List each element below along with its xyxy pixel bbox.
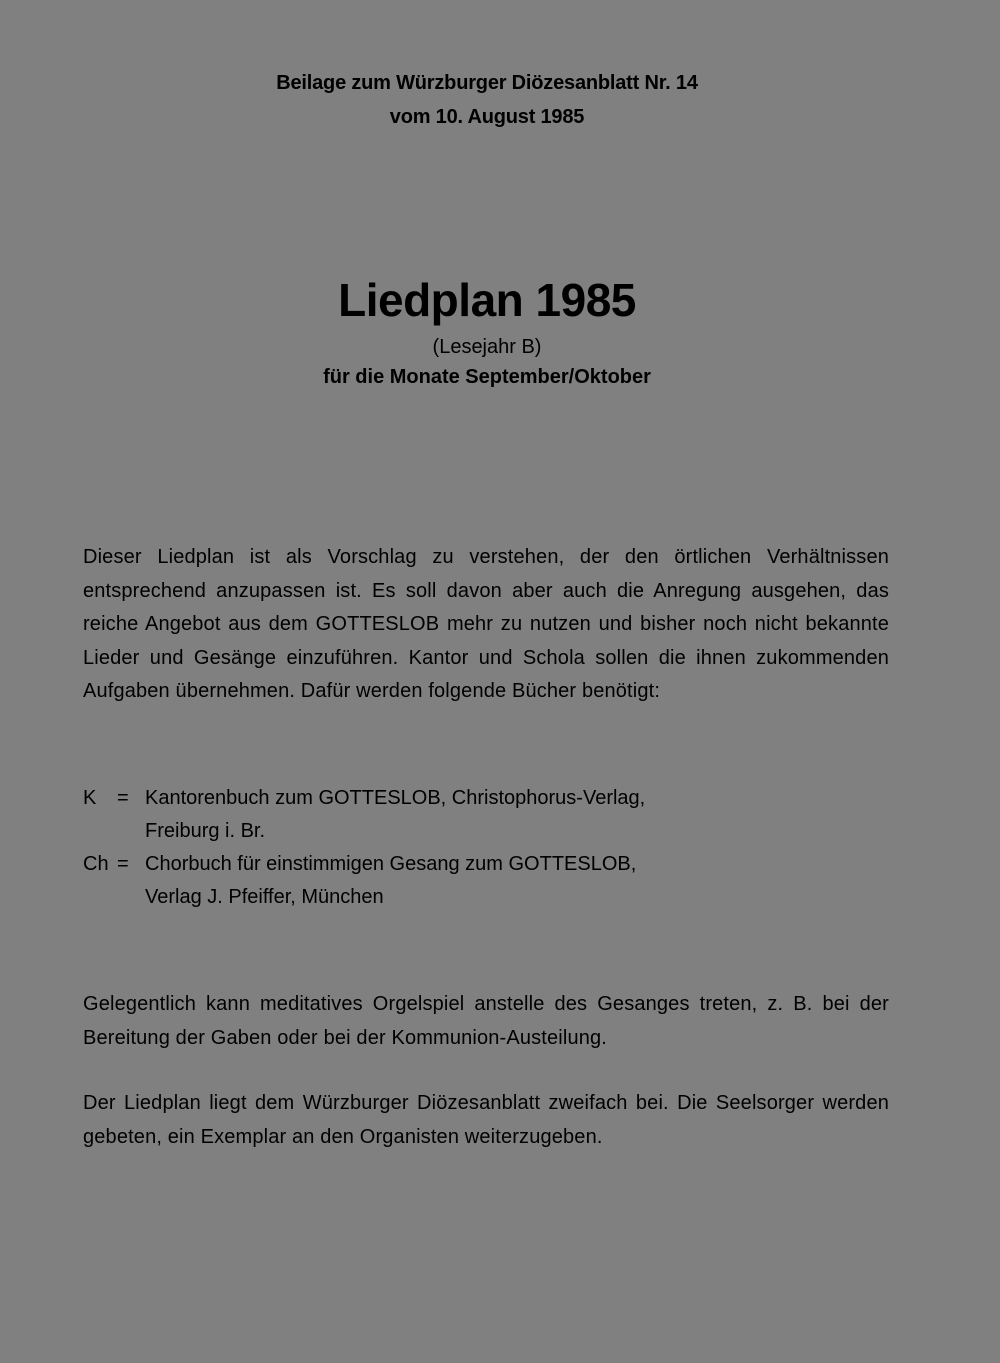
abbreviation-definition (145, 782, 783, 848)
abbreviation-definition-line: Verlag J. Pfeiffer, München (145, 886, 384, 908)
distribution-note-paragraph: Der Liedplan liegt dem Würzburger Diözesanblatt zweifach bei. Die Seelsorger werden gebeten, ein Exemplar an den Organisten weiterzugeben. (83, 1092, 889, 1148)
header-line-1: Beilage zum Würzburger Diözesanblatt Nr. 14 (276, 72, 698, 94)
abbreviation-equals: = (117, 853, 129, 875)
abbreviation-equals: = (117, 787, 129, 809)
months-line: für die Monate September/Oktober (323, 366, 651, 388)
page-subtitle: (Lesejahr B) (432, 336, 542, 358)
abbreviation-definition-line: Chorbuch für einstimmigen Gesang zum GOTTESLOB, (145, 853, 637, 875)
abbreviation-item (83, 848, 783, 914)
organ-note-paragraph: Gelegentlich kann meditatives Orgelspiel anstelle des Gesanges treten, z. B. bei der Bereitung der Gaben oder bei der Kommunion-Austeilung. (83, 993, 889, 1049)
abbreviation-definition (145, 848, 783, 914)
intro-paragraph: Dieser Liedplan ist als Vorschlag zu verstehen, der den örtlichen Verhältnissen entsprechend anzupassen ist. Es soll davon aber auch die Anregung ausgehen, das reiche Angebot aus dem GOTTESLOB mehr zu nutzen und bisher noch nicht bekannte Lieder und Gesänge einzuführen. Kantor und Schola sollen die ihnen zukommenden Aufgaben übernehmen. Dafür werden folgende Bücher benötigt: (83, 546, 889, 702)
supplement-header (0, 66, 974, 134)
abbreviation-key: K (83, 787, 97, 809)
abbreviation-definition-line: Kantorenbuch zum GOTTESLOB, Christophorus-Verlag, (145, 787, 646, 809)
abbreviation-key: Ch (83, 853, 109, 875)
abbreviation-item (83, 782, 783, 848)
abbreviation-list (83, 782, 783, 914)
page-title: Liedplan 1985 (338, 274, 636, 326)
header-line-2: vom 10. August 1985 (389, 106, 585, 128)
abbreviation-definition-line: Freiburg i. Br. (145, 820, 266, 842)
title-block (0, 270, 974, 392)
